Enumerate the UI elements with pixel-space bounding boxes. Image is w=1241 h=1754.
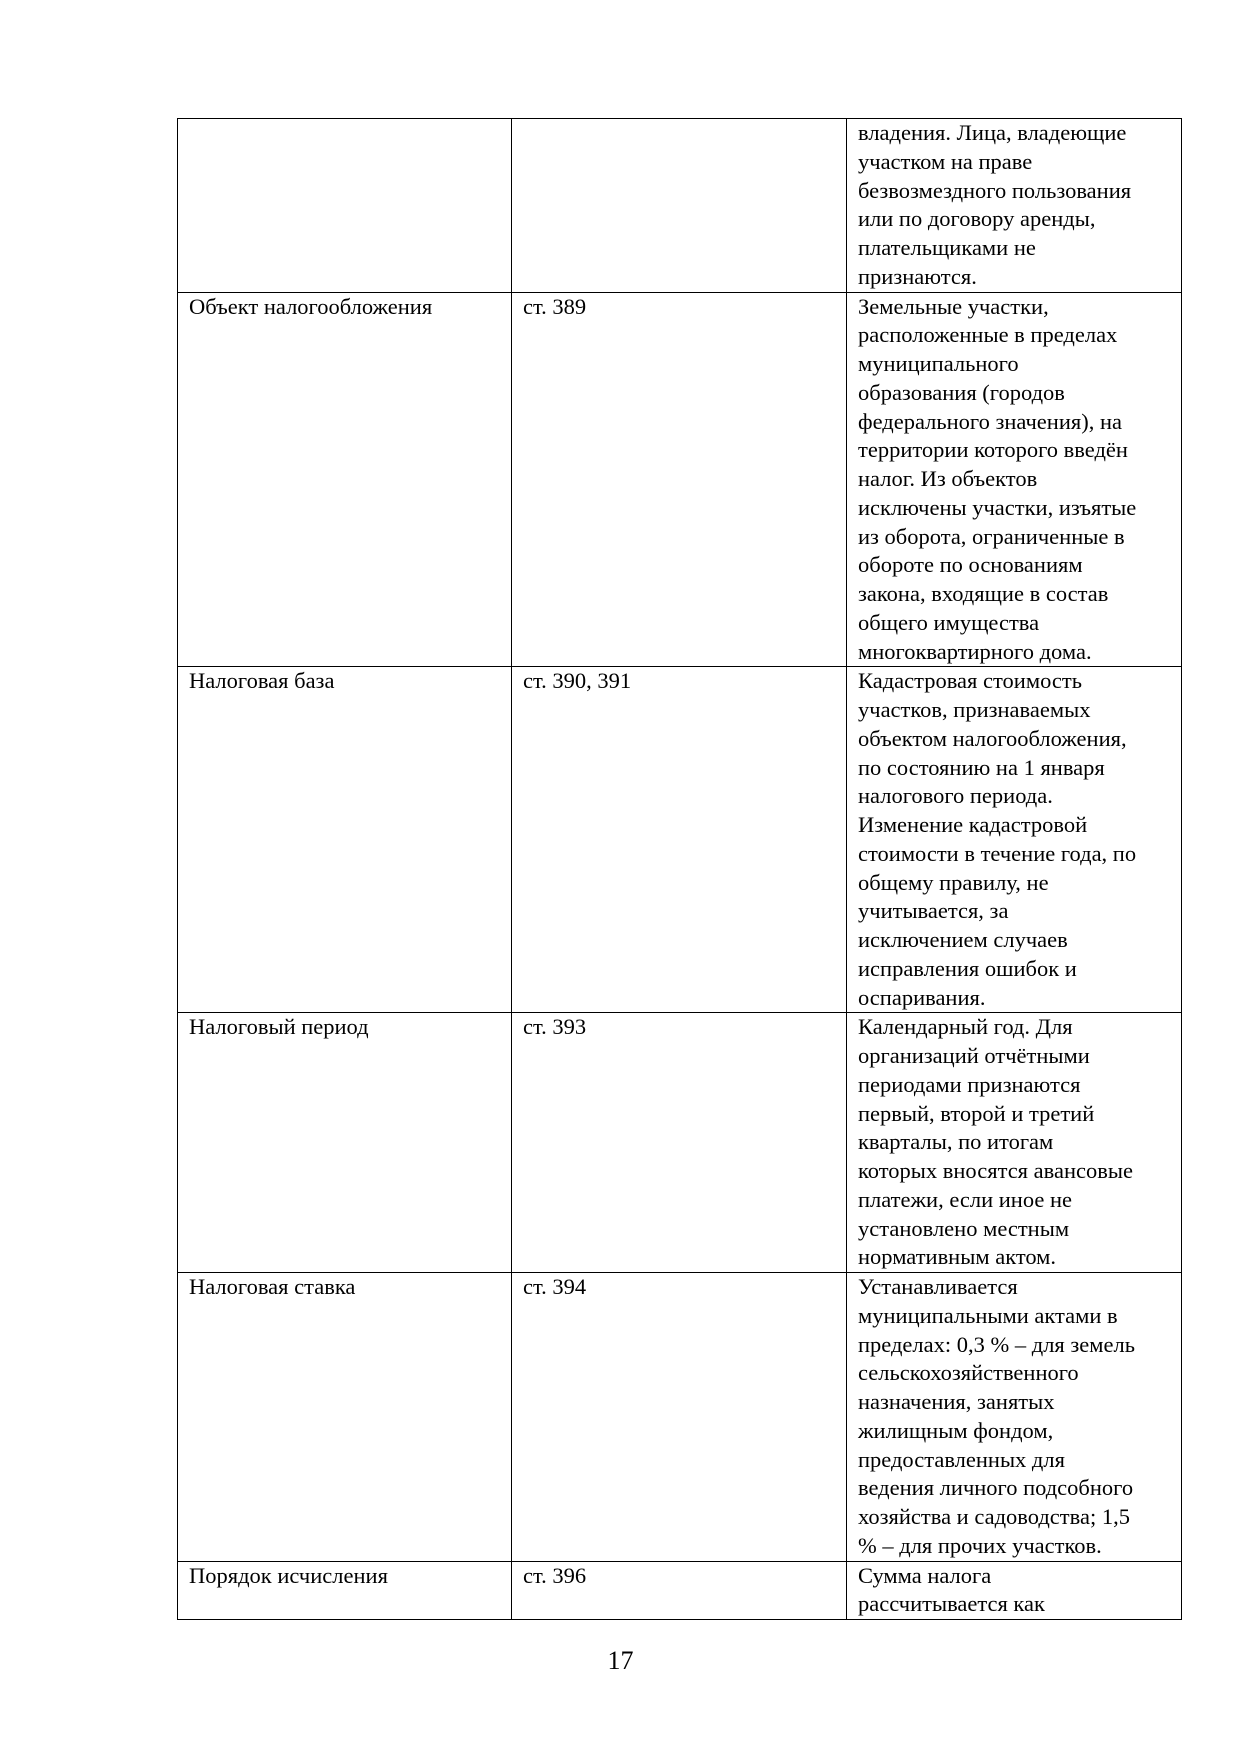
description-line: нормативным актом. [858, 1244, 1057, 1270]
article-cell [512, 119, 847, 293]
description-line: общему правилу, не [858, 869, 1049, 895]
description-line: которых вносятся авансовые [858, 1158, 1133, 1183]
element-name-cell: Налоговый период [178, 1013, 512, 1273]
table-row [178, 1273, 1182, 1562]
description-line: муниципальными актами в [858, 1302, 1118, 1328]
element-name-cell: Объект налогообложения [178, 292, 512, 667]
table-row [178, 292, 1182, 667]
description-line: предоставленных для [858, 1446, 1065, 1472]
description-line: % – для прочих участков. [858, 1532, 1102, 1558]
description-line: установлено местным [858, 1215, 1070, 1241]
description-line: пределах: 0,3 % – для земель [858, 1331, 1135, 1357]
description-line: безвозмездного пользования [858, 177, 1132, 203]
description-line: назначения, занятых [858, 1389, 1055, 1414]
element-name-cell: Налоговая база [178, 667, 512, 1013]
description-line: расположенные в пределах [858, 322, 1118, 348]
description-line: стоимости в течение года, по [858, 840, 1137, 866]
table-row [178, 667, 1182, 1013]
description-line: исключены участки, изъятые [858, 494, 1137, 520]
element-name-cell [178, 119, 512, 293]
article-cell: ст. 389 [512, 292, 847, 667]
description-line: участков, признаваемых [858, 697, 1091, 722]
description-line: оспаривания. [858, 984, 986, 1010]
article-cell: ст. 394 [512, 1273, 847, 1562]
description-line: периодами признаются [858, 1071, 1081, 1097]
article-cell: ст. 390, 391 [512, 667, 847, 1013]
description-line: закона, входящие в состав [858, 581, 1109, 606]
description-line: налог. Из объектов [858, 466, 1038, 491]
description-line: Устанавливается [858, 1274, 1018, 1299]
description-line: владения. Лица, владеющие [858, 120, 1127, 145]
description-line: из оборота, ограниченные в [858, 523, 1125, 549]
description-line: объектом налогообложения, [858, 725, 1127, 751]
table-body [178, 119, 1182, 1620]
table-row [178, 1561, 1182, 1620]
description-line: Изменение кадастровой [858, 812, 1088, 837]
description-line: жилищным фондом, [858, 1417, 1054, 1443]
table-row [178, 1013, 1182, 1273]
description-line: Сумма налога [858, 1562, 992, 1588]
description-line: Календарный год. Для [858, 1014, 1073, 1040]
description-line: участком на праве [858, 148, 1033, 174]
element-name-cell: Налоговая ставка [178, 1273, 512, 1562]
description-line: плательщиками не [858, 235, 1036, 260]
description-cell [847, 1273, 1182, 1562]
description-line: обороте по основаниям [858, 552, 1083, 578]
article-cell: ст. 393 [512, 1013, 847, 1273]
description-cell [847, 1561, 1182, 1620]
description-line: или по договору аренды, [858, 206, 1096, 232]
description-cell [847, 1013, 1182, 1273]
article-cell: ст. 396 [512, 1561, 847, 1620]
description-line: учитывается, за [858, 898, 1009, 924]
description-line: образования (городов [858, 379, 1065, 405]
description-line: хозяйства и садоводства; 1,5 [858, 1504, 1130, 1529]
tax-elements-table [177, 118, 1182, 1620]
description-line: ведения личного подсобного [858, 1475, 1134, 1501]
description-line: исключением случаев [858, 927, 1068, 952]
element-name-cell: Порядок исчисления [178, 1561, 512, 1620]
description-line: рассчитывается как [858, 1591, 1045, 1617]
description-line: по состоянию на 1 января [858, 754, 1105, 780]
description-line: Земельные участки, [858, 293, 1049, 319]
description-line: муниципального [858, 351, 1019, 376]
description-line: сельскохозяйственного [858, 1360, 1079, 1386]
description-line: кварталы, по итогам [858, 1129, 1054, 1155]
table-row [178, 119, 1182, 293]
description-line: территории которого введён [858, 437, 1128, 463]
description-line: платежи, если иное не [858, 1186, 1073, 1212]
description-line: исправления ошибок и [858, 955, 1077, 981]
description-line: первый, второй и третий [858, 1100, 1095, 1126]
description-cell [847, 119, 1182, 293]
description-cell [847, 667, 1182, 1013]
page-number: 17 [607, 1646, 634, 1675]
description-line: налогового периода. [858, 783, 1053, 809]
description-line: организаций отчётными [858, 1043, 1090, 1068]
description-cell [847, 292, 1182, 667]
description-line: признаются. [858, 263, 977, 289]
description-line: многоквартирного дома. [858, 638, 1092, 664]
description-line: федерального значения), на [858, 408, 1122, 434]
description-line: Кадастровая стоимость [858, 668, 1082, 694]
description-line: общего имущества [858, 609, 1040, 635]
